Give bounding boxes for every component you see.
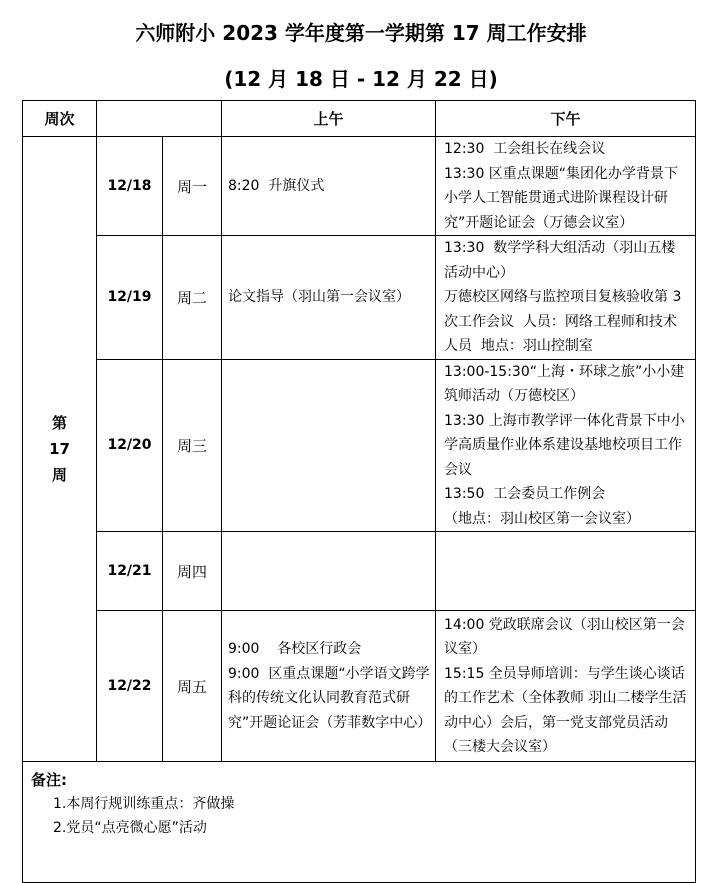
header-week: 周次 [23, 101, 97, 137]
weekday-cell: 周二 [163, 236, 222, 360]
header-blank [97, 101, 222, 137]
header-pm: 下午 [436, 101, 696, 137]
pm-item: （地点：羽山校区第一会议室） [444, 510, 640, 527]
date-cell: 12/21 [97, 532, 163, 611]
notes-cell [23, 762, 696, 883]
table-row [23, 359, 696, 532]
am-cell [222, 359, 436, 532]
date-cell: 12/22 [97, 611, 163, 762]
table-row [23, 137, 696, 236]
pm-item: 万德校区网络与监控项目复核验收第 3 次工作会议 人员：网络工程师和技术人员 地点：羽山控制室 [444, 289, 686, 354]
pm-item: 12:30 工会组长在线会议 [444, 141, 606, 157]
weekday-cell: 周五 [163, 611, 222, 762]
date-cell: 12/19 [97, 236, 163, 360]
am-cell [222, 137, 436, 236]
pm-cell [436, 532, 696, 611]
am-item: 8:20 升旗仪式 [228, 177, 325, 194]
am-cell [222, 611, 436, 762]
page-title: 六师附小 2023 学年度第一学期第 17 周工作安排 [135, 21, 587, 45]
am-item: 9:00 各校区行政会 [228, 641, 362, 657]
pm-item: 13:50 工会委员工作例会 [444, 486, 606, 502]
pm-cell [436, 359, 696, 532]
pm-item: 14:00 党政联席会议（羽山校区第一会议室） [444, 616, 685, 657]
header-am: 上午 [222, 101, 436, 137]
notes-row [23, 762, 696, 883]
week-number: 17 [49, 440, 70, 458]
note-item: 1.本周行规训练重点：齐做操 [53, 796, 235, 812]
week-cell [23, 137, 97, 762]
note-item: 2.党员“点亮微心愿”活动 [53, 820, 207, 836]
table-row [23, 532, 696, 611]
notes-title: 备注: [31, 771, 67, 789]
weekday-cell: 周一 [163, 137, 222, 236]
table-row [23, 236, 696, 360]
pm-item: 13:30 上海市教学评一体化背景下中小学高质量作业体系建设基地校项目工作会议 [444, 412, 685, 478]
pm-cell [436, 137, 696, 236]
table-row [23, 611, 696, 762]
am-cell [222, 236, 436, 360]
am-item: 论文指导（羽山第一会议室） [228, 289, 410, 305]
header-row [23, 101, 696, 137]
date-range-subtitle: (12 月 18 日 - 12 月 22 日) [224, 67, 498, 91]
schedule-table [22, 100, 696, 883]
am-item: 9:00 区重点课题“小学语文跨学科的传统文化认同教育范式研究”开题论证会（芳菲数字中心） [228, 665, 432, 731]
pm-cell [436, 236, 696, 360]
pm-item: 13:30 数学学科大组活动（羽山五楼活动中心） [444, 240, 676, 281]
weekday-cell: 周四 [163, 532, 222, 611]
week-label-prefix: 第 [51, 414, 67, 432]
pm-item: 13:00-15:30“上海・环球之旅”小小建筑师活动（万德校区） [444, 363, 685, 404]
week-label-suffix: 周 [51, 466, 67, 484]
pm-cell [436, 611, 696, 762]
date-cell: 12/18 [97, 137, 163, 236]
pm-item: 13:30 区重点课题“集团化办学背景下小学人工智能贯通式进阶课程设计研究”开题论证会（万德会议室） [444, 165, 679, 231]
date-cell: 12/20 [97, 359, 163, 532]
am-cell [222, 532, 436, 611]
pm-item: 15:15 全员导师培训：与学生谈心谈话的工作艺术（全体教师 羽山二楼学生活动中心）会后，第一党支部党员活动（三楼大会议室） [444, 665, 687, 755]
weekday-cell: 周三 [163, 359, 222, 532]
